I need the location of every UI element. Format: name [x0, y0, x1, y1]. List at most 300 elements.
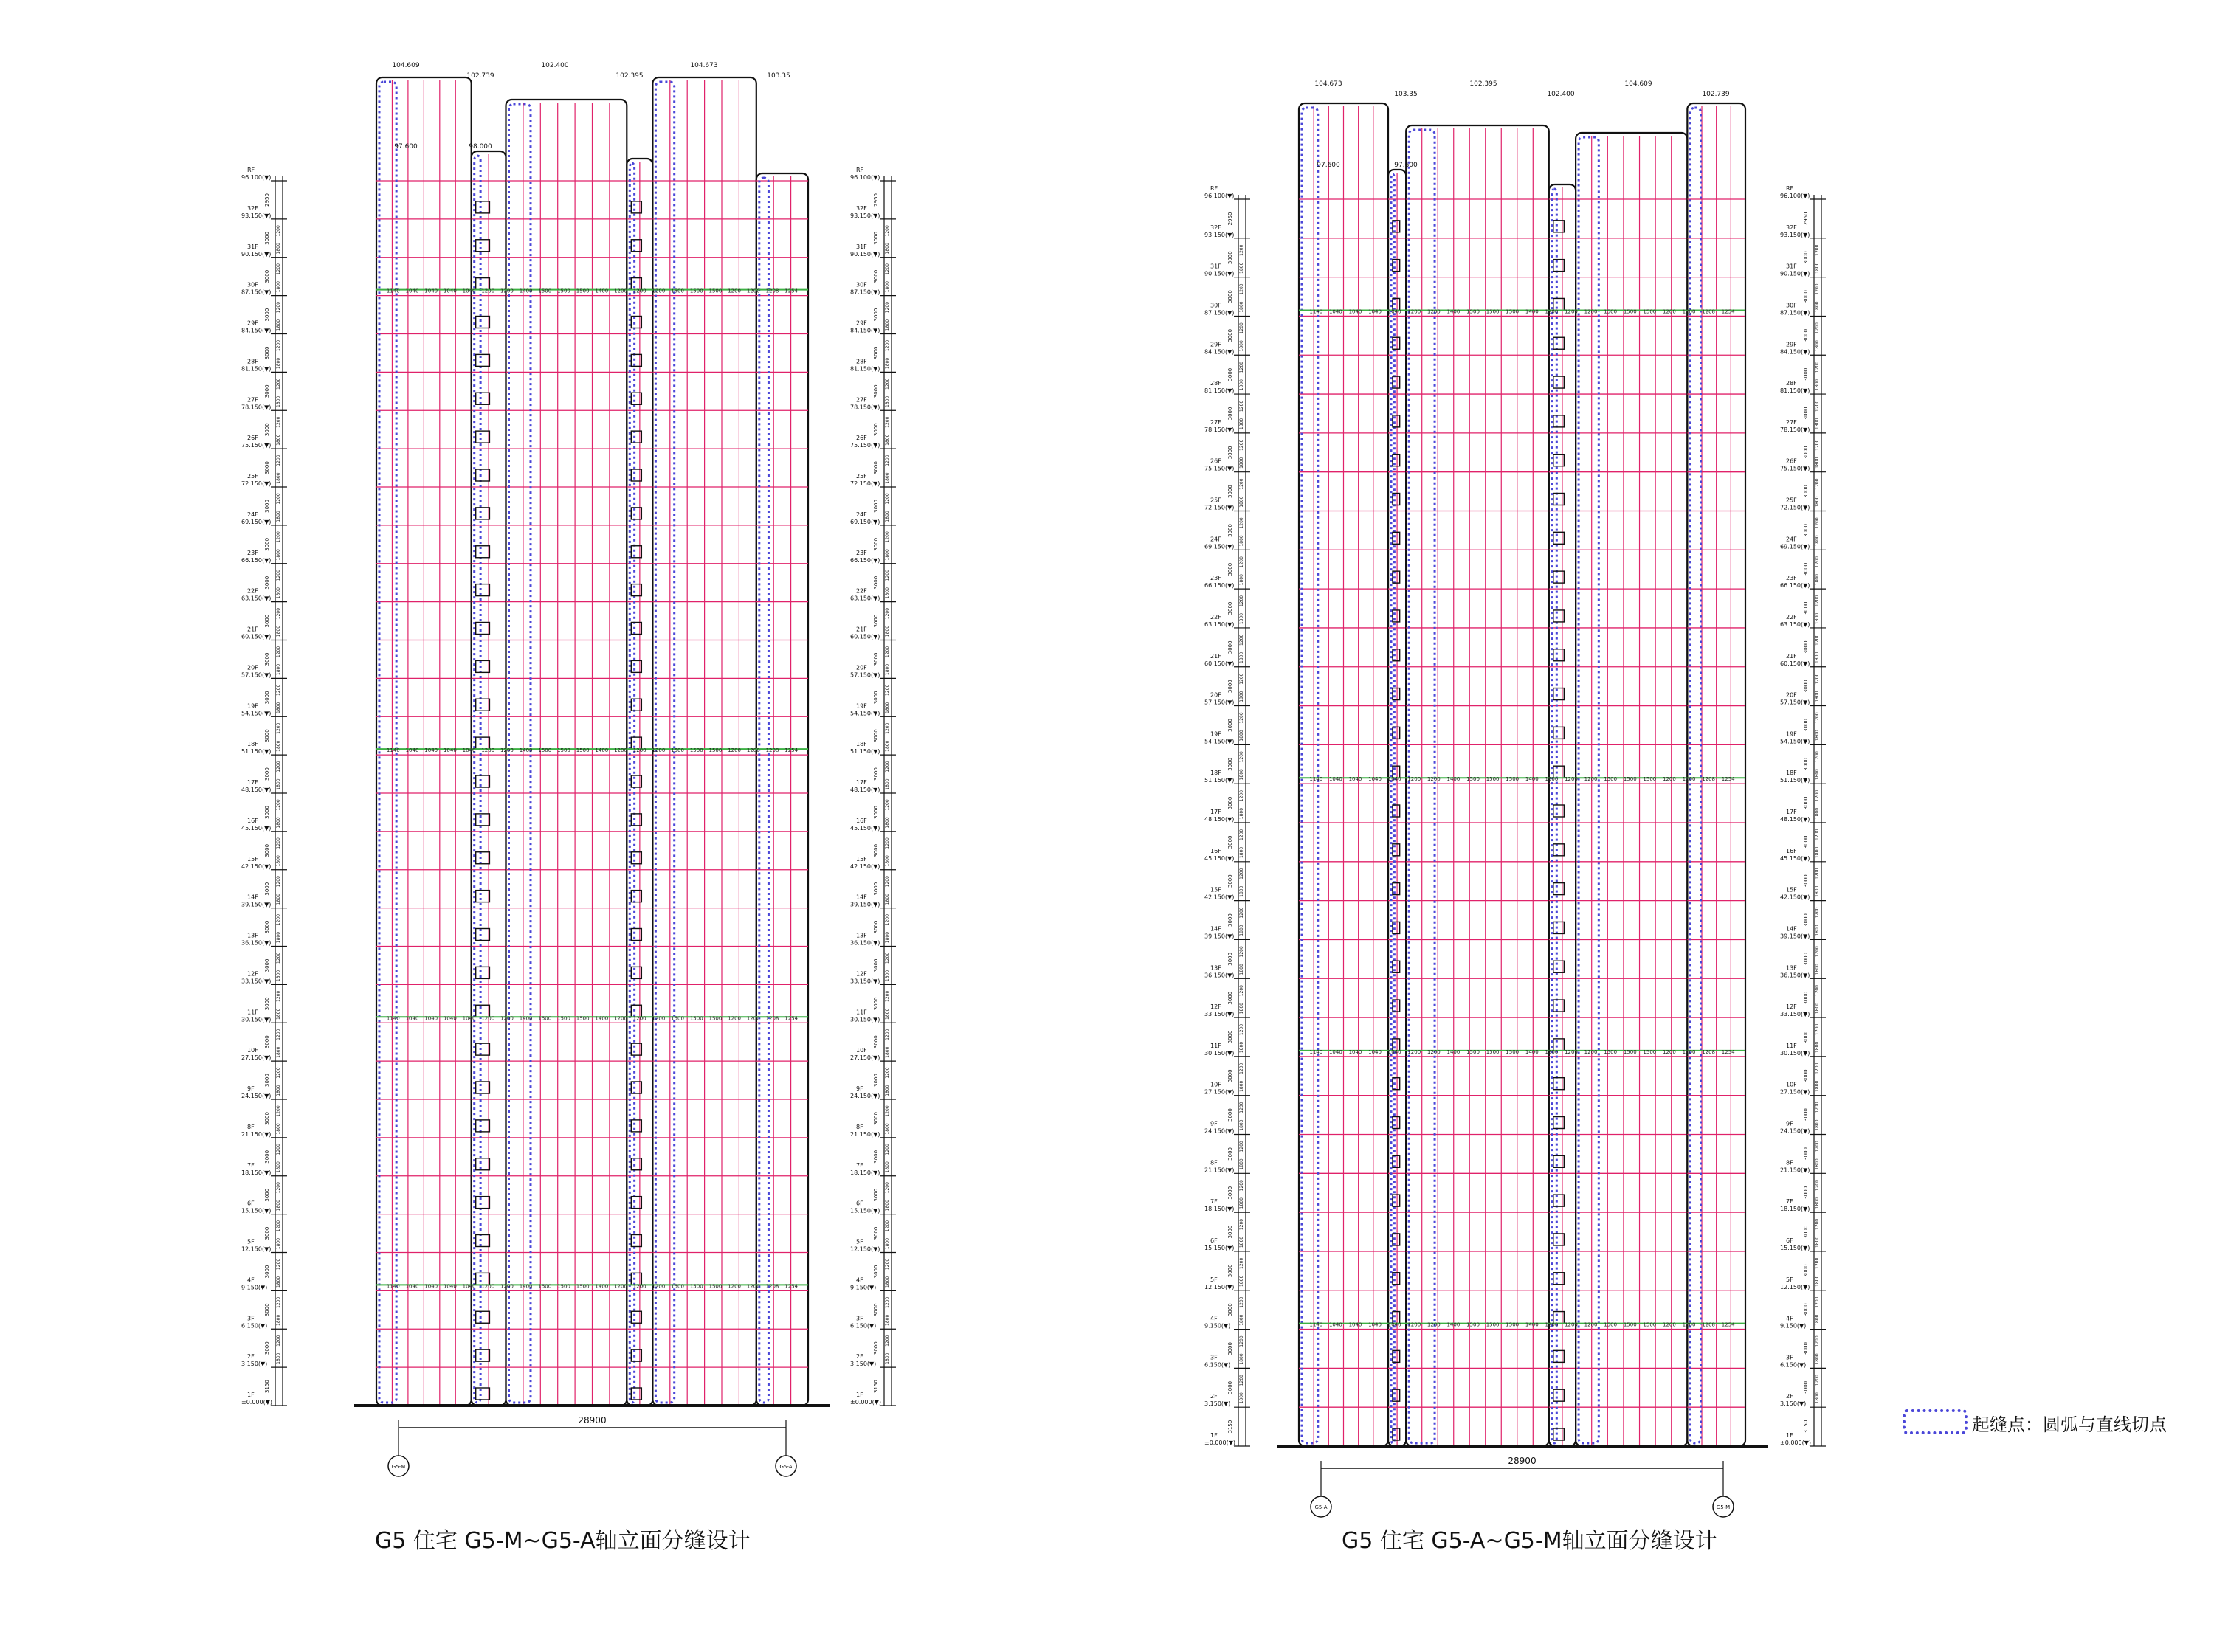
floor-label: 8F	[247, 1123, 255, 1130]
floor-label: 15F	[1210, 886, 1221, 894]
panel-width-label: 1200	[632, 747, 646, 754]
window-dim: 1800	[885, 1046, 890, 1058]
panel-width-label: 1040	[443, 747, 457, 754]
floor-elevation: 33.150(▼)	[1204, 1011, 1235, 1018]
floor-height-dim: 3000	[264, 1265, 270, 1279]
window-dim: 1800	[1815, 301, 1820, 313]
panel-width-label: 1040	[405, 1283, 419, 1290]
panel-width-label: 1200	[614, 747, 627, 754]
floor-elevation: 69.150(▼)	[1204, 543, 1235, 550]
panel-width-label: 1040	[462, 1283, 476, 1290]
window-dim: 1800	[1239, 574, 1244, 586]
panel-width-label: 1040	[1387, 1048, 1401, 1055]
sill-dim: 1200	[1815, 1023, 1820, 1036]
sill-dim: 1200	[885, 684, 890, 696]
panel-width-label: 1254	[784, 747, 799, 754]
floor-elevation: 42.150(▼)	[1780, 894, 1810, 901]
panel-width-label: 1040	[405, 288, 419, 294]
panel-width-label: 1400	[595, 1015, 609, 1022]
window-dim: 1800	[276, 1008, 281, 1020]
panel-width-label: 1500	[708, 1283, 723, 1290]
panel-width-label: 1040	[462, 288, 476, 294]
floor-elevation: 45.150(▼)	[241, 824, 272, 832]
floor-label: 29F	[247, 319, 258, 327]
window-dim: 1800	[276, 1352, 281, 1364]
window-dim: 1800	[276, 549, 281, 561]
window-unit	[476, 1082, 490, 1093]
floor-label: 19F	[856, 702, 867, 710]
caption-left: G5 住宅 G5-M~G5-A轴立面分缝设计	[375, 1528, 751, 1554]
sill-dim: 1200	[1815, 556, 1820, 568]
floor-label: 5F	[1210, 1276, 1218, 1283]
floor-elevation: 75.150(▼)	[1204, 465, 1235, 472]
top-level-dim: 104.673	[1314, 80, 1342, 88]
floor-height-dim: 3000	[873, 461, 879, 474]
sill-dim: 1200	[1239, 1180, 1244, 1192]
floor-elevation: 51.150(▼)	[1780, 777, 1810, 784]
floor-label: RF	[247, 167, 255, 173]
sill-dim: 1200	[276, 990, 281, 1002]
panel-width-label: 1254	[1721, 1321, 1735, 1328]
floor-label: 11F	[1210, 1042, 1221, 1049]
floor-height-dim: 3000	[873, 843, 879, 857]
panel-width-label: 1500	[1506, 308, 1520, 315]
sill-dim: 1200	[276, 1220, 281, 1232]
floor-label: RF	[1210, 185, 1218, 192]
floor-height-dim: 3000	[264, 997, 270, 1011]
panel-width-label: 1400	[1446, 1048, 1461, 1055]
floor-height-dim: 3000	[873, 1074, 879, 1087]
sill-dim: 1200	[276, 1258, 281, 1271]
floor-height-dim: 3000	[264, 423, 270, 437]
floor-label: 13F	[1786, 964, 1797, 972]
floor-elevation: 51.150(▼)	[850, 748, 880, 756]
sill-dim: 1200	[1815, 362, 1820, 373]
floor-elevation: 66.150(▼)	[1780, 582, 1810, 590]
floor-height-dim: 3000	[873, 920, 879, 934]
sill-dim: 1200	[1815, 322, 1820, 334]
sill-dim: 1200	[276, 837, 281, 849]
floor-label: 7F	[856, 1161, 863, 1169]
floor-height-dim: 3000	[1803, 874, 1809, 888]
elevation-a-to-m	[1204, 80, 1826, 1517]
panel-width-label: 1040	[424, 288, 438, 294]
window-dim: 1800	[1815, 1353, 1820, 1365]
floor-height-dim: 3000	[1227, 523, 1233, 537]
window-dim: 1800	[276, 357, 281, 370]
floor-elevation: 18.150(▼)	[241, 1169, 272, 1176]
floor-height-dim: 3000	[1227, 562, 1233, 576]
floor-height-dim: 3000	[1803, 407, 1809, 421]
floor-elevation: 81.150(▼)	[241, 365, 272, 373]
sill-dim: 1200	[1239, 712, 1244, 724]
floor-elevation: 69.150(▼)	[850, 518, 880, 525]
sill-dim: 1200	[885, 1335, 890, 1347]
panel-width-label: 1040	[1328, 308, 1342, 315]
floor-elevation: 96.100(▼)	[1780, 193, 1810, 199]
panel-width-label: 1208	[765, 1283, 779, 1290]
floor-elevation: 42.150(▼)	[850, 863, 880, 870]
panel-width-label: 1500	[708, 1015, 723, 1022]
sill-dim: 1200	[276, 684, 281, 696]
floor-height-dim: 3000	[1227, 601, 1233, 615]
floor-height-dim: 3000	[1227, 328, 1233, 342]
floor-elevation: 36.150(▼)	[850, 939, 880, 947]
window-unit	[476, 546, 490, 558]
sill-dim: 1200	[1815, 283, 1820, 295]
floor-height-dim: 3000	[1227, 757, 1233, 771]
window-dim: 1800	[276, 395, 281, 407]
floor-elevation: 90.150(▼)	[1204, 270, 1235, 277]
panel-width-label: 1500	[671, 747, 684, 754]
panel-width-label: 1254	[784, 288, 799, 294]
floor-elevation: 45.150(▼)	[1204, 854, 1235, 862]
window-dim: 1800	[1239, 652, 1244, 663]
floor-elevation: 84.150(▼)	[850, 327, 880, 334]
floor-elevation: 78.150(▼)	[1204, 426, 1235, 433]
floor-elevation: 15.150(▼)	[1780, 1244, 1810, 1251]
sill-dim: 1200	[1239, 517, 1244, 529]
floor-elevation: 90.150(▼)	[1780, 270, 1810, 277]
sill-dim: 1200	[885, 837, 890, 849]
floor-elevation: 96.100(▼)	[241, 174, 272, 181]
floor-elevation: 87.150(▼)	[1204, 309, 1235, 317]
window-dim: 1800	[1815, 1236, 1820, 1248]
sill-dim: 1200	[276, 1105, 281, 1117]
floor-height-dim: 2950	[1227, 212, 1233, 226]
floor-elevation: 21.150(▼)	[850, 1130, 880, 1138]
floor-height-dim: 3000	[1803, 1342, 1809, 1355]
sill-dim: 1200	[276, 876, 281, 888]
panel-width-label: 1200	[500, 747, 514, 754]
floor-label: 32F	[247, 204, 258, 212]
sill-dim: 1200	[276, 378, 281, 390]
panel-width-label: 1200	[1545, 776, 1559, 783]
floor-elevation: 69.150(▼)	[1780, 543, 1810, 550]
floor-label: 16F	[856, 817, 867, 824]
floor-elevation: 51.150(▼)	[1204, 777, 1235, 784]
window-unit	[476, 1349, 490, 1361]
window-dim: 1800	[885, 1200, 890, 1212]
window-dim: 1800	[1815, 1197, 1820, 1209]
floor-label: 4F	[1786, 1315, 1793, 1322]
floor-label: 10F	[1210, 1081, 1221, 1088]
floor-label: 15F	[856, 855, 867, 863]
floor-height-dim: 3000	[1227, 1264, 1233, 1278]
floor-height-dim: 3000	[1227, 1147, 1233, 1161]
window-dim: 1800	[1239, 262, 1244, 274]
floor-height-dim: 3000	[1803, 680, 1809, 694]
window-dim: 1800	[1815, 1314, 1820, 1326]
floor-label: 11F	[1786, 1042, 1797, 1049]
panel-width-label: 1500	[1623, 776, 1637, 783]
window-dim: 1800	[885, 625, 890, 637]
sill-dim: 1200	[1239, 439, 1244, 451]
floor-elevation: 30.150(▼)	[1204, 1049, 1235, 1057]
floor-label: 25F	[247, 473, 258, 480]
window-dim: 1800	[1815, 846, 1820, 859]
window-dim: 1800	[1239, 964, 1244, 975]
panel-width-label: 1040	[405, 747, 419, 754]
floor-height-dim: 3000	[1803, 952, 1809, 966]
panel-width-label: 1500	[1643, 1048, 1657, 1055]
panel-width-label: 1500	[689, 747, 703, 754]
window-dim: 1800	[1815, 925, 1820, 936]
floor-label: 18F	[247, 741, 258, 748]
floor-elevation: 48.150(▼)	[1780, 816, 1810, 823]
sill-dim: 1200	[1239, 595, 1244, 607]
sill-dim: 1200	[885, 607, 890, 620]
floor-height-dim: 3000	[873, 231, 879, 245]
floor-label: 6F	[247, 1200, 255, 1207]
floor-label: 22F	[247, 587, 258, 595]
floor-height-dim: 3000	[264, 1112, 270, 1125]
panel-width-label: 1500	[671, 288, 684, 294]
floor-elevation: 84.150(▼)	[1204, 348, 1235, 356]
sill-dim: 1200	[1239, 985, 1244, 997]
floor-label: 22F	[1786, 613, 1797, 621]
panel-width-label: 1208	[1702, 776, 1716, 783]
sill-dim: 1200	[276, 1182, 281, 1194]
start-point-box	[1579, 137, 1599, 1443]
top-level-dim: 102.739	[1702, 91, 1730, 98]
floor-label: 18F	[856, 741, 867, 748]
floor-height-dim: 3000	[264, 461, 270, 474]
window-dim: 1800	[885, 281, 890, 293]
window-dim: 1800	[1815, 1080, 1820, 1092]
window-dim: 1800	[276, 1200, 281, 1212]
floor-height-dim: 3000	[264, 269, 270, 283]
panel-width-label: 1200	[652, 288, 666, 294]
panel-width-label: 1500	[1466, 308, 1480, 315]
panel-width-label: 1254	[1721, 1048, 1735, 1055]
floor-height-dim: 3000	[873, 1341, 879, 1355]
floor-label: 22F	[856, 587, 867, 595]
floor-height-dim: 3000	[1227, 796, 1233, 810]
panel-width-label: 1500	[1623, 1321, 1637, 1328]
window-dim: 1800	[1815, 1392, 1820, 1404]
window-dim: 1800	[1239, 1353, 1244, 1365]
floor-label: 26F	[1210, 457, 1221, 465]
panel-width-label: 1400	[1525, 1048, 1539, 1055]
floor-elevation: ±0.000(▼)	[850, 1399, 881, 1406]
floor-elevation: 63.150(▼)	[1780, 621, 1810, 628]
sill-dim: 1200	[885, 570, 890, 581]
sill-dim: 1200	[276, 1029, 281, 1040]
floor-label: 29F	[1210, 341, 1221, 348]
window-dim: 1800	[276, 778, 281, 790]
sill-dim: 1200	[885, 876, 890, 888]
sill-dim: 1200	[1815, 907, 1820, 919]
floor-label: 8F	[1786, 1159, 1793, 1167]
panel-width-label: 1500	[1486, 1048, 1500, 1055]
window-dim: 1800	[885, 931, 890, 944]
window-dim: 1800	[885, 1352, 890, 1364]
floor-height-dim: 3000	[264, 729, 270, 743]
window-unit	[476, 317, 490, 328]
floor-label: 24F	[856, 511, 867, 518]
panel-width-label: 1400	[519, 747, 533, 754]
floor-label: 11F	[247, 1009, 258, 1016]
window-dim: 1800	[276, 243, 281, 255]
floor-elevation: 75.150(▼)	[850, 442, 880, 449]
panel-width-label: 1200	[1584, 308, 1598, 315]
floor-elevation: 24.150(▼)	[1780, 1127, 1810, 1135]
panel-width-label: 1200	[746, 288, 760, 294]
panel-width-label: 1200	[1407, 308, 1421, 315]
panel-width-label: 1200	[652, 1015, 666, 1022]
floor-label: 2F	[856, 1353, 863, 1361]
floor-height-dim: 3000	[873, 691, 879, 705]
floor-label: 32F	[1786, 224, 1797, 231]
window-dim: 1800	[1815, 379, 1820, 391]
floor-elevation: 15.150(▼)	[241, 1207, 272, 1214]
window-dim: 1800	[276, 511, 281, 522]
window-unit	[476, 508, 490, 519]
panel-width-label: 1040	[405, 1015, 419, 1022]
floor-label: 9F	[856, 1085, 863, 1092]
floor-label: 31F	[1210, 263, 1221, 270]
floor-elevation: 48.150(▼)	[241, 787, 272, 793]
floor-label: 32F	[1210, 224, 1221, 231]
floor-height-dim: 3000	[1803, 367, 1809, 381]
window-dim: 1800	[885, 702, 890, 713]
panel-width-label: 1500	[1604, 1321, 1618, 1328]
panel-width-label: 1254	[784, 1283, 799, 1290]
floor-elevation: 54.150(▼)	[1780, 738, 1810, 745]
floor-label: 5F	[1786, 1276, 1793, 1283]
top-level-dim: 97.600	[1317, 162, 1340, 169]
floor-height-dim: 3000	[873, 958, 879, 972]
floor-height-dim: 3000	[264, 652, 270, 666]
floor-height-dim: 3000	[1227, 1303, 1233, 1317]
floor-label: 1F	[247, 1392, 255, 1398]
floor-label: 12F	[856, 970, 867, 978]
floor-elevation: 15.150(▼)	[1204, 1244, 1235, 1251]
panel-width-label: 1200	[1584, 1048, 1598, 1055]
window-dim: 1800	[276, 587, 281, 599]
panel-width-label: 1200	[1565, 1048, 1578, 1055]
window-dim: 1800	[276, 1276, 281, 1288]
floor-label: 15F	[1786, 886, 1797, 894]
floor-height-dim: 3000	[1227, 640, 1233, 654]
sill-dim: 1200	[885, 225, 890, 237]
sill-dim: 1200	[885, 1296, 890, 1308]
window-dim: 1800	[885, 243, 890, 255]
window-dim: 1800	[276, 472, 281, 484]
window-dim: 1800	[1239, 1197, 1244, 1209]
floor-label: 27F	[247, 396, 258, 404]
floor-label: 26F	[1786, 457, 1797, 465]
window-dim: 1800	[1239, 340, 1244, 352]
window-dim: 1800	[1239, 1158, 1244, 1170]
panel-width-label: 1140	[1309, 1048, 1323, 1055]
panel-width-label: 1500	[1486, 1321, 1500, 1328]
floor-elevation: ±0.000(▼)	[241, 1399, 272, 1406]
floor-label: 16F	[1210, 847, 1221, 854]
window-dim: 1800	[1239, 925, 1244, 936]
floor-label: 31F	[1786, 263, 1797, 270]
floor-elevation: 36.150(▼)	[1204, 972, 1235, 979]
floor-height-dim: 3000	[1803, 1108, 1809, 1122]
floor-height-dim: 3000	[264, 537, 270, 551]
panel-width-label: 1500	[538, 1015, 552, 1022]
floor-label: 2F	[1786, 1393, 1793, 1400]
panel-width-label: 1500	[671, 1015, 684, 1022]
window-dim: 1800	[1815, 535, 1820, 547]
panel-width-label: 1200	[614, 1015, 627, 1022]
floor-label: 19F	[247, 702, 258, 710]
panel-width-label: 1400	[595, 1283, 609, 1290]
floor-height-dim: 3150	[873, 1380, 879, 1393]
window-dim: 1800	[1239, 691, 1244, 702]
panel-width-label: 1200	[632, 288, 646, 294]
floor-elevation: 87.150(▼)	[241, 288, 272, 296]
floor-elevation: 36.150(▼)	[241, 939, 272, 947]
floor-label: 6F	[856, 1200, 863, 1207]
floor-label: 16F	[247, 817, 258, 824]
panel-width-label: 1200	[746, 1015, 760, 1022]
floor-label: 28F	[856, 358, 867, 365]
panel-width-label: 1040	[424, 747, 438, 754]
floor-label: 20F	[1786, 691, 1797, 699]
floor-label: 3F	[247, 1315, 255, 1322]
floor-height-dim: 3000	[1803, 719, 1809, 732]
sill-dim: 1200	[1239, 1257, 1244, 1269]
panel-width-label: 1200	[481, 747, 495, 754]
floor-height-dim: 3000	[873, 500, 879, 513]
panel-width-label: 1500	[1623, 1048, 1637, 1055]
top-level-dim: 102.395	[615, 72, 644, 80]
floor-elevation: 75.150(▼)	[1780, 465, 1810, 472]
floor-label: 28F	[1210, 380, 1221, 387]
floor-label: 2F	[1210, 1393, 1218, 1400]
panel-width-label: 1500	[689, 1283, 703, 1290]
window-dim: 1800	[885, 855, 890, 867]
floor-label: 12F	[1210, 1003, 1221, 1011]
floor-height-dim: 3000	[1227, 407, 1233, 421]
floor-elevation: 51.150(▼)	[241, 748, 272, 756]
floor-elevation: 72.150(▼)	[241, 480, 272, 487]
floor-elevation: 30.150(▼)	[1780, 1049, 1810, 1057]
window-unit	[476, 814, 490, 826]
panel-width-label: 1200	[728, 1283, 742, 1290]
floor-label: 15F	[247, 855, 258, 863]
panel-width-label: 1200	[614, 288, 627, 294]
floor-height-dim: 3000	[264, 231, 270, 245]
floor-elevation: 9.150(▼)	[850, 1284, 877, 1291]
floor-elevation: 3.150(▼)	[241, 1361, 268, 1368]
panel-width-label: 1400	[595, 747, 609, 754]
floor-height-dim: 3000	[264, 500, 270, 513]
tower-block	[756, 173, 808, 1406]
window-unit	[476, 1235, 490, 1247]
floor-elevation: 60.150(▼)	[850, 633, 880, 640]
sill-dim: 1200	[885, 301, 890, 314]
floor-height-dim: 3000	[873, 806, 879, 819]
floor-label: 9F	[1786, 1120, 1793, 1127]
panel-width-label: 1200	[746, 1283, 760, 1290]
floor-height-dim: 3000	[1227, 251, 1233, 265]
panel-width-label: 1500	[689, 1015, 703, 1022]
sill-dim: 1200	[1239, 829, 1244, 841]
floor-label: 30F	[1210, 302, 1221, 309]
window-dim: 1800	[885, 1314, 890, 1326]
floor-height-dim: 3000	[873, 576, 879, 590]
sill-dim: 1200	[276, 455, 281, 466]
panel-width-label: 1040	[462, 747, 476, 754]
window-unit	[476, 775, 490, 787]
